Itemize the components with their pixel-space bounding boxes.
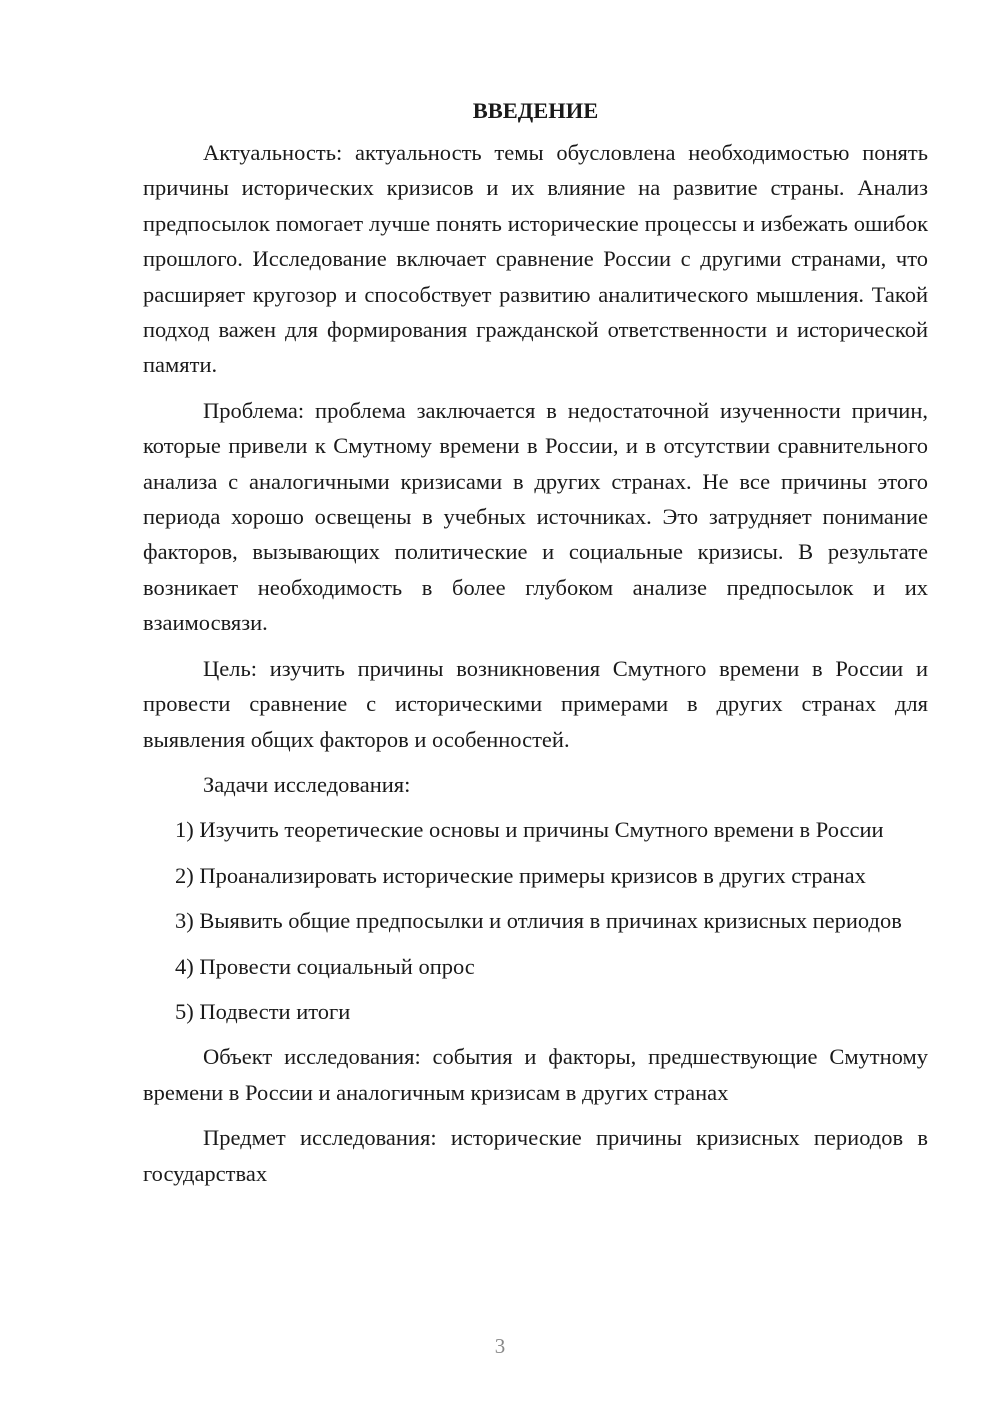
paragraph-problem: Проблема: проблема заключается в недостаточной изученности причин, которые привели к Смутному времени в России, и в отсутствии сравнительного анализа с аналогичными кризисами в других странах. Не все причины этого периода хорошо освещены в учебных источниках. Это затрудняет понимание факторов, вызывающих политические и социальные кризисы. В результате возникает необходимость в более глубоком анализе предпосылок и их взаимосвязи. [143, 397, 928, 636]
paragraph-subject: Предмет исследования: исторические причины кризисных периодов в государствах [143, 1125, 928, 1186]
document-page [143, 93, 928, 1201]
paragraph-object: Объект исследования: события и факторы, предшествующие Смутному времени в России и аналогичным кризисам в других странах [143, 1044, 928, 1105]
section-title: ВВЕДЕНИЕ [472, 98, 599, 123]
page-number: 3 [494, 1334, 506, 1358]
list-item: 4) Провести социальный опрос [175, 953, 475, 979]
tasks-list [143, 812, 928, 1029]
list-item: 5) Подвести итоги [175, 998, 351, 1024]
list-item: 2) Проанализировать исторические примеры кризисов в других странах [175, 862, 866, 888]
paragraph-goal: Цель: изучить причины возникновения Смутного времени в России и провести сравнение с историческими примерами в других странах для выявления общих факторов и особенностей. [143, 655, 928, 752]
list-item: 3) Выявить общие предпосылки и отличия в причинах кризисных периодов [175, 908, 902, 934]
list-item: 1) Изучить теоретические основы и причины Смутного времени в России [175, 817, 884, 843]
paragraph-relevance: Актуальность: актуальность темы обусловлена необходимостью понять причины исторических кризисов и их влияние на развитие страны. Анализ предпосылок помогает лучше понять исторические процессы и избежать ошибок прошлого. Исследование включает сравнение России с другими странами, что расширяет кругозор и способствует развитию аналитического мышления. Такой подход важен для формирования гражданской ответственности и исторической памяти. [143, 140, 928, 378]
paragraph-tasks-heading: Задачи исследования: [203, 771, 411, 797]
